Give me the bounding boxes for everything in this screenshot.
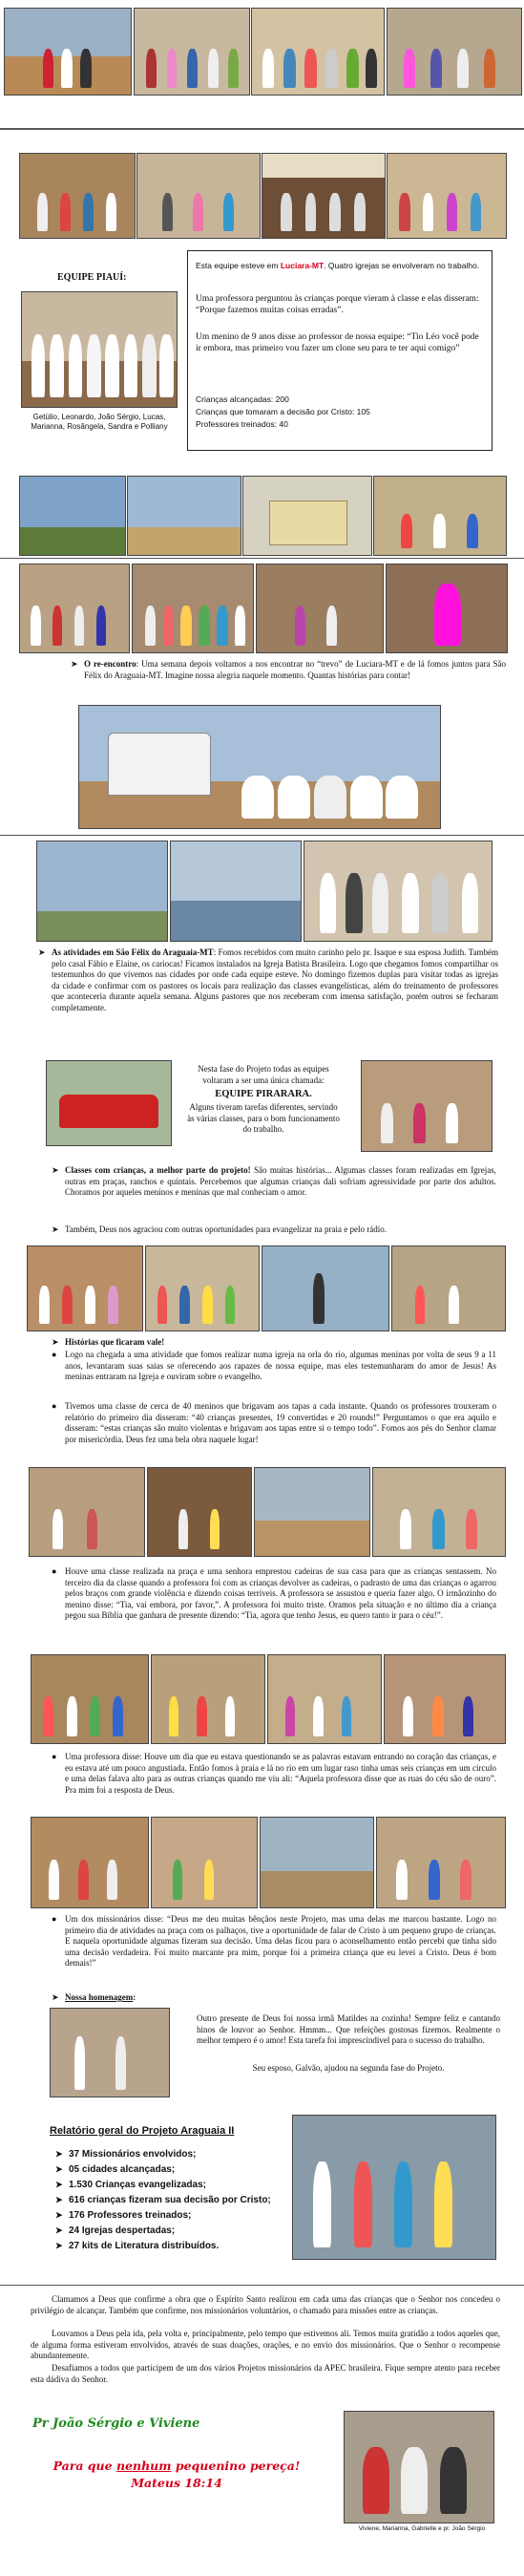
photo-man-speaking [262, 1245, 389, 1331]
photo-classroom-3 [27, 1245, 143, 1331]
photo-kids-crowd-4 [384, 1654, 506, 1744]
bullet-dot-icon: ● [52, 1752, 57, 1761]
team-piaui-members: Getúlio, Leonardo, João Sérgio, Lucas, Marianna, Rosângela, Sandra e Polliany [31, 413, 168, 432]
radio-paragraph: ➤ Também, Deus nos agraciou com outras oportunidades para evangelizar na praia e pelo rádio. [52, 1224, 387, 1234]
photo-team-road [4, 8, 132, 96]
photo-caption: Viviene, Marianna, Gabrielle e pr. João Sérgio [358, 2525, 486, 2532]
photo-river-palms [127, 476, 241, 556]
closing-verse: Para que nenhum pequenino pereça! [52, 2459, 301, 2473]
reencontro-paragraph: ➤ O re-encontro: Uma semana depois voltamos a nos encontrar no “trevo” de Luciara-MT e de lá fomos juntos para São Félix do Araguaia-MT. Imagine nossa alegria naquele momento. Quantas histórias para contar! [71, 659, 506, 680]
relatorio-title: Relatório geral do Projeto Araguaia II [50, 2125, 235, 2137]
bullet-dot-icon: ● [52, 1401, 57, 1411]
photo-class-indoor [132, 564, 254, 653]
bullet-arrow-icon: ➤ [52, 1165, 59, 1175]
photo-river-beach [391, 1245, 506, 1331]
historias-heading: ➤ Histórias que ficaram vale! [52, 1337, 165, 1347]
photo-market [260, 1817, 374, 1908]
homenagem-heading: ➤ Nossa homenagem: [52, 1992, 136, 2002]
divider [0, 558, 524, 559]
verse-reference: Mateus 18:14 [131, 2476, 222, 2490]
photo-kids-cross [29, 1467, 145, 1557]
relatorio-item: ➤ 176 Professores treinados; [55, 2210, 192, 2221]
bullet-arrow-icon: ➤ [55, 2241, 63, 2250]
team-piaui-quote-1: Uma professora perguntou às crianças porque vieram à classe e elas disseram: “Porque fazemos muitas coisas erradas”. [196, 294, 479, 316]
photo-kids-crowd-3 [267, 1654, 382, 1744]
historia-item: ● Uma professora disse: Houve um dia que eu estava questionando se as palavras estavam entrando no coração das crianças, e eu estava até um pouco angustiada. Então fomos à praia e lá no rio em um lugar raso tinha umas seis crianças em um círculo e uma delas falava alto para as outras crianças quando me viu ali: “Aquela professora disse que as ruas do céu são de ouro”. Pra mim foi a resposta de Deus. [52, 1752, 496, 1795]
photo-classroom-2 [136, 153, 261, 239]
bullet-arrow-icon: ➤ [38, 947, 46, 957]
photo-teacher [256, 564, 384, 653]
photo-children-closeup [292, 2115, 496, 2260]
team-piaui-report-box [187, 250, 493, 451]
team-piaui-stat-2: Crianças que tomaram a decisão por Cristo: 105 [196, 407, 370, 416]
bullet-dot-icon: ● [52, 1914, 57, 1924]
homenagem-text: Outro presente de Deus foi nossa irmã Matildes na cozinha! Sempre feliz e cantando hinos de louvor ao Senhor. Hmmm... Que refeições gostosas fizemos. Realmente o melhor tempero é o amor! Esta tarefa foi imprescindível para o sucesso do trabalho. [197, 2013, 500, 2046]
bullet-arrow-icon: ➤ [55, 2149, 63, 2159]
bullet-dot-icon: ● [52, 1350, 57, 1359]
team-piaui-stat-3: Professores treinados: 40 [196, 419, 288, 429]
bullet-arrow-icon: ➤ [55, 2164, 63, 2174]
photo-children-group-1 [134, 8, 250, 96]
relatorio-item: ➤ 37 Missionários envolvidos; [55, 2149, 197, 2160]
pirarara-name: EQUIPE PIRARARA. [215, 1089, 312, 1099]
historia-item: ● Tivemos uma classe de cerca de 40 meninos que brigavam aos tapas a cada instante. Quando os professores trouxeram o relatório do primeiro dia disseram: “40 crianças presentes, 19 convertidas e 20 rounds!” Perguntamos o que era aquilo e disseram: “estas crianças são muito violentas e brigavam aos tapas entre si o tempo todo”. Fomos aos pés do Senhor clamar por misericórdia. Deus fez uma bela obra naquele lugar! [52, 1401, 496, 1444]
bullet-arrow-icon: ➤ [55, 2195, 63, 2204]
homenagem-text-2: Seu esposo, Galvão, ajudou na segunda fase do Projeto. [252, 2063, 445, 2073]
photo-team-piaui [21, 291, 178, 408]
photo-children-group-2 [251, 8, 385, 96]
photo-cook-matildes [50, 2008, 170, 2097]
divider [0, 835, 524, 836]
photo-teaching-kids [361, 1060, 493, 1152]
photo-kids-crowd-2 [151, 1654, 265, 1744]
photo-group-singing [145, 1245, 260, 1331]
bullet-arrow-icon: ➤ [71, 659, 78, 669]
team-piaui-stat-1: Crianças alcançadas: 200 [196, 394, 289, 404]
bullet-dot-icon: ● [52, 1566, 57, 1576]
bullet-arrow-icon: ➤ [55, 2225, 63, 2235]
relatorio-item: ➤ 616 crianças fizeram sua decisão por Cristo; [55, 2195, 271, 2205]
photo-girl-portrait [386, 564, 508, 653]
photo-kids-crowd-1 [31, 1654, 149, 1744]
closing-paragraph-1: Clamamos a Deus que confirme a obra que o Espírito Santo realizou em cada uma das crianças que o Senhor nos concedeu o privilégio de alcançar. Também que confirme, nos missionários voluntários, o chamado para missões entre as crianças. [31, 2294, 500, 2315]
signature: Pr João Sérgio e Viviene [32, 2416, 200, 2431]
photo-family [344, 2411, 494, 2523]
photo-church-interior [147, 1467, 252, 1557]
photo-kids-chairs [151, 1817, 258, 1908]
sao-felix-paragraph: ➤ As atividades em São Félix do Araguaia-MT: Fomos recebidos com muito carinho pelo pr. Isaque e sua esposa Judith. Também pelo casal Fábio e Elaine, os cariocas! Ficamos instalados na Igreja Batista Brasileira. Logo que chegamos fomos compartilhar os testemunhos do que vivemos nas cidades por onde cada equipe esteve. No domingo fizemos duplas para visitar todas as igrejas da cidade e confirmar com os pastores os locais para realização das classes evangelísticas, além do treinamento de professores que aconteceria durante aquela semana. Alguns pastores que nos receberam com imensa satisfação, porém outros se fecharam completamente. [38, 947, 498, 1012]
closing-paragraph-2: Louvamos a Deus pela ida, pela volta e, principalmente, pelo tempo que estivemos ali. Temos muita gratidão a todos aqueles que, de alguma forma estiveram envolvidos, através de suas doações, orações, e no envio dos missionários. Que o Senhor o recompense abundantemente. [31, 2329, 500, 2361]
photo-children-class [387, 153, 507, 239]
divider [0, 2285, 524, 2286]
classes-paragraph: ➤ Classes com crianças, a melhor parte do projeto! São muitas histórias... Algumas classes foram realizadas em Igrejas, outras em praças, ranchos e quintais. Percebemos que algumas crianças dali sofriam agressividade por parte dos adultos. Choramos por aqueles meninos e meninas que mal conheciam o amor. [52, 1165, 496, 1198]
bullet-arrow-icon: ➤ [55, 2210, 63, 2220]
photo-boats [170, 841, 302, 942]
photo-church-building [242, 476, 372, 556]
photo-plaza-group [372, 1467, 506, 1557]
historia-item: ● Houve uma classe realizada na praça e uma senhora emprestou cadeiras de sua casa para que as crianças sentassem. No terceiro dia da classe quando a professora foi com as crianças devolver as cadeiras, o padrasto de uma das crianças o agarrou pelos braços com grande violência e dizendo coisas terríveis. A professora se assustou e queria fazer algo. O irmãozinho do menino disse: “Tia, vai embora, por favor,”. A professora foi muito triste. Oramos pela situação e no último dia a criança pegou sua Bíblia que ganhara de presente dizendo: “Tia, agora que tenho Jesus, eu quero tanto ir para o céu!”. [52, 1566, 496, 1621]
photo-classroom-1 [19, 153, 136, 239]
pirarara-outro: Alguns tiveram tarefas diferentes, servindo às várias classes, para o bom funcionamento do trabalho. [187, 1102, 340, 1135]
bullet-arrow-icon: ➤ [55, 2180, 63, 2189]
team-piaui-heading: EQUIPE PIAUÍ: [57, 272, 127, 283]
historia-item: ● Um dos missionários disse: “Deus me deu muitas bênçãos neste Projeto, mas uma delas me marcou bastante. Logo no primeiro dia de atividades na praça com os palhaços, tive a oportunidade de falar de Cristo à um pequeno grupo de crianças. E naquela oportunidade algumas fizeram sua decisão. Uma delas ficou para o aconselhamento então percebi que tinha sido uma decisão verdadeira. Foi muito marcante pra mim, porque foi a primeira criança que eu levei a Cristo. Deus é bom demais!” [52, 1914, 496, 1969]
bullet-arrow-icon: ➤ [52, 1337, 59, 1347]
photo-kids-bibles [31, 1817, 149, 1908]
photo-van-meeting [78, 705, 441, 829]
bullet-arrow-icon: ➤ [52, 1224, 59, 1234]
photo-chairs-square [254, 1467, 370, 1557]
pirarara-intro: Nesta fase do Projeto todas as equipes voltaram a ser uma única chamada: [198, 1064, 329, 1085]
relatorio-item: ➤ 05 cidades alcançadas; [55, 2164, 176, 2175]
photo-kids-playing [373, 476, 507, 556]
photo-car-team [46, 1060, 172, 1146]
relatorio-item: ➤ 27 kits de Literatura distribuídos. [55, 2241, 220, 2251]
photo-bus-stop [36, 841, 168, 942]
photo-pastors-group [304, 841, 493, 942]
photo-church-meeting [262, 153, 386, 239]
photo-river-1 [19, 476, 126, 556]
closing-paragraph-3: Desafiamos a todos que participem de um dos vários Projetos missionários da APEC brasileira. Fique sempre atento para receber esta dádiva do Senhor. [31, 2363, 500, 2384]
divider [0, 128, 524, 130]
bullet-arrow-icon: ➤ [52, 1992, 59, 2002]
photo-class-outdoor [19, 564, 130, 653]
photo-outdoor-class [376, 1817, 506, 1908]
team-piaui-intro: Esta equipe esteve em Luciara-MT. Quatro igrejas se envolveram no trabalho. [196, 261, 480, 270]
team-piaui-quote-2: Um menino de 9 anos disse ao professor de nossa equipe: “Tio Léo você pode ir embora, mas primeiro vou fazer um clone seu para te ter aqui comigo” [196, 332, 479, 354]
relatorio-item: ➤ 1.530 Crianças evangelizadas; [55, 2180, 206, 2190]
photo-children-group-3 [387, 8, 522, 96]
relatorio-item: ➤ 24 Igrejas despertadas; [55, 2225, 176, 2236]
historia-item: ● Logo na chegada a uma atividade que fomos realizar numa igreja na orla do rio, algumas meninas por volta de seus 9 a 11 anos, levantaram suas saias se oferecendo aos rapazes de nossa equipe, mas eles testemunharam do amor de Jesus! As meninas entraram na Igreja e ouviram sobre o evangelho. [52, 1350, 496, 1382]
